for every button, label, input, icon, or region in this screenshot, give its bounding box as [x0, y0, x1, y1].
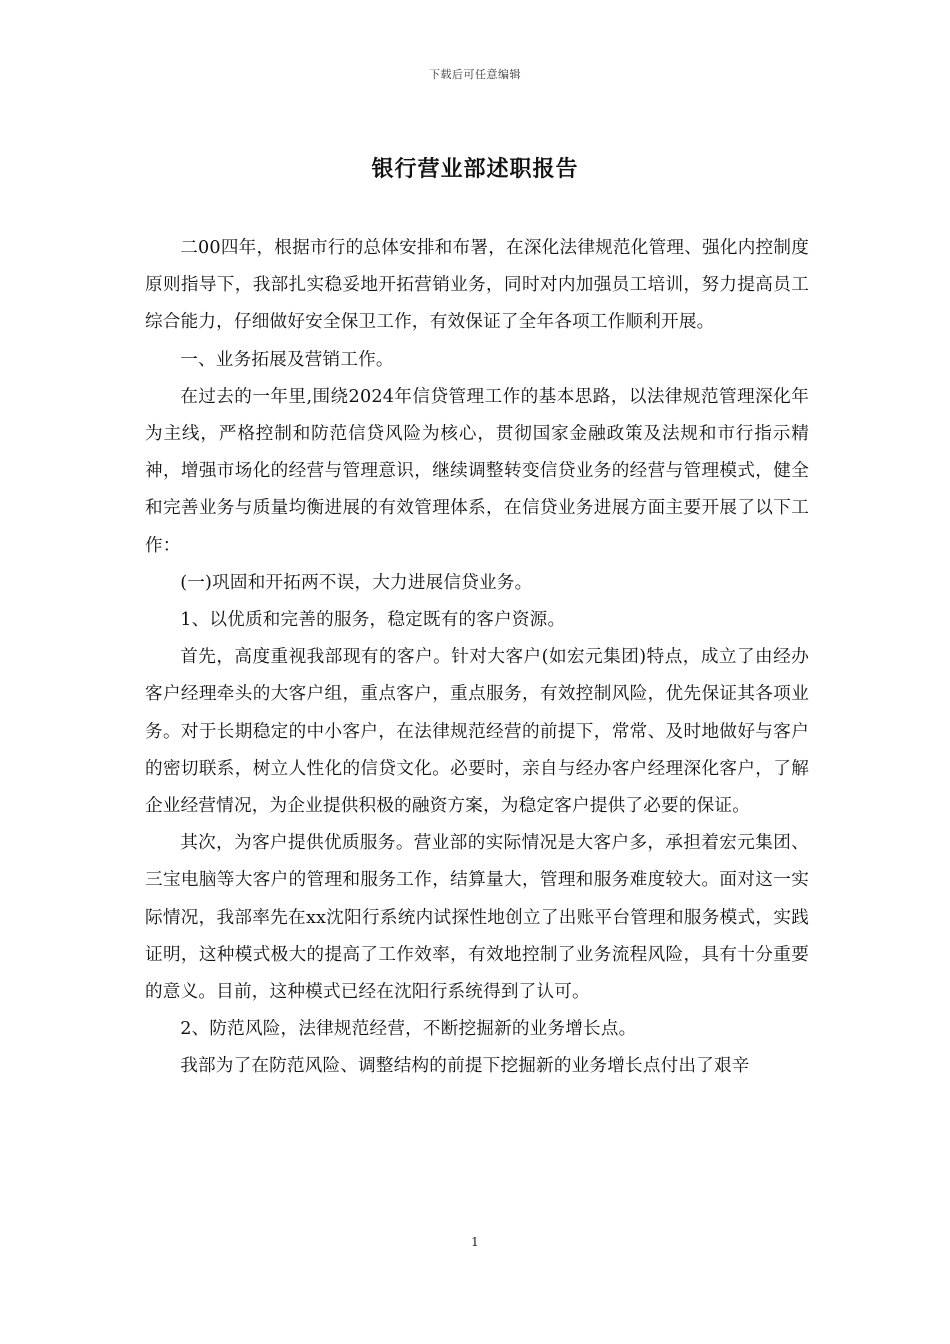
paragraph-continued: 我部为了在防范风险、调整结构的前提下挖掘新的业务增长点付出了艰辛	[180, 1056, 750, 1077]
page-number: 1	[471, 1235, 479, 1249]
page-header: 下载后可任意编辑	[429, 68, 521, 81]
paragraph-first: 首先，高度重视我部现有的客户。针对大客户(如宏元集团)特点，成立了由经办客户经理牵头的大客户组，重点客户，重点服务，有效控制风险，优先保证其各项业务。对于长期稳定的中小客户，在法律规范经营的前提下，常常、及时地做好与客户的密切联系，树立人性化的信贷文化。必要时，亲自与经办客户经理深化客户，了解企业经营情况，为企业提供积极的融资方案，为稳定客户提供了必要的保证。	[145, 647, 809, 817]
paragraph-intro: 二00四年，根据市行的总体安排和布署，在深化法律规范化管理、强化内控制度原则指导下，我部扎实稳妥地开拓营销业务，同时对内加强员工培训，努力提高员工综合能力，仔细做好安全保卫工作，有效保证了全年各项工作顺利开展。	[145, 238, 809, 333]
paragraph-second: 其次，为客户提供优质服务。营业部的实际情况是大客户多，承担着宏元集团、三宝电脑等大客户的管理和服务工作，结算量大，管理和服务难度较大。面对这一实际情况，我部率先在xx沈阳行系统内试探性地创立了出账平台管理和服务模式，实践证明，这种模式极大的提高了工作效率，有效地控制了业务流程风险，具有十分重要的意义。目前，这种模式已经在沈阳行系统得到了认可。	[145, 833, 809, 1003]
subsection-heading-1: (一)巩固和开拓两不误，大力进展信贷业务。	[180, 572, 533, 593]
document-body	[145, 230, 809, 1086]
item-heading-2: 2、防范风险，法律规范经营，不断挖掘新的业务增长点。	[180, 1019, 637, 1040]
paragraph-overview: 在过去的一年里,围绕2024年信贷管理工作的基本思路，以法律规范管理深化年为主线，严格控制和防范信贷风险为核心，贯彻国家金融政策及法规和市行指示精神，增强市场化的经营与管理意识，继续调整转变信贷业务的经营与管理模式，健全和完善业务与质量均衡进展的有效管理体系，在信贷业务进展方面主要开展了以下工作：	[145, 386, 809, 556]
document-title: 银行营业部述职报告	[371, 156, 579, 182]
item-heading-1: 1、以优质和完善的服务，稳定既有的客户资源。	[180, 610, 566, 631]
section-heading-1: 一、业务拓展及营销工作。	[180, 349, 394, 370]
